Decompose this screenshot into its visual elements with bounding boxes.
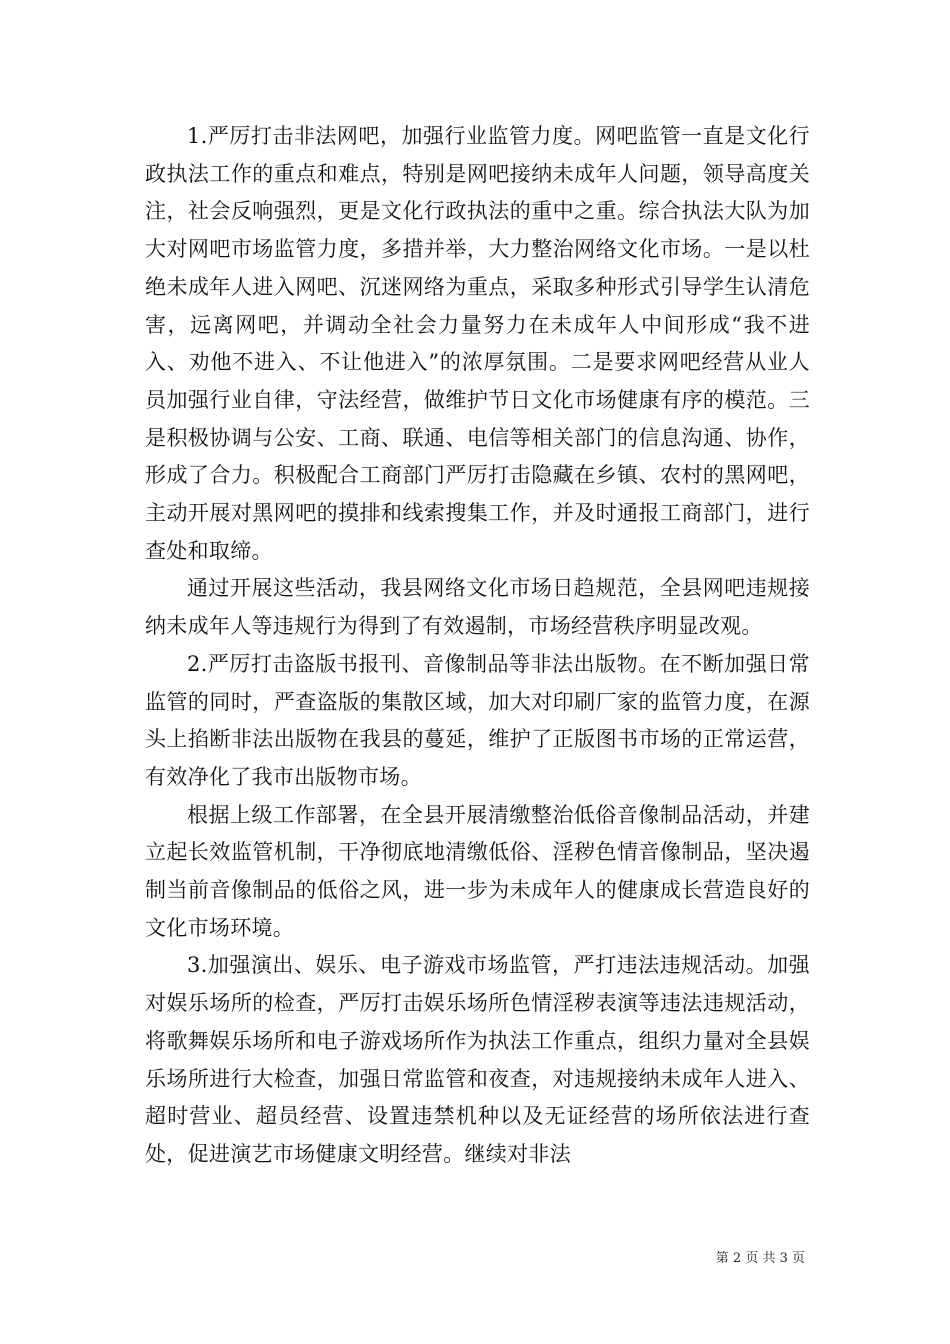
paragraph-vulgar-media: 根据上级工作部署，在全县开展清缴整治低俗音像制品活动，并建立起长效监管机制，干净彻底地清缴低俗、淫秽色情音像制品，坚决遏制当前音像制品的低俗之风，进一步为未成年人的健康成长营造良好的文化市场环境。: [145, 802, 810, 940]
page-number-footer: 第 2 页 共 3 页: [715, 1251, 805, 1266]
paragraph-piracy: 2.严厉打击盗版书报刊、音像制品等非法出版物。在不断加强日常监管的同时，严查盗版的集散区域，加大对印刷厂家的监管力度，在源头上掐断非法出版物在我县的蔓延，维护了正版图书市场的正常运营，有效净化了我市出版物市场。: [145, 651, 810, 789]
paragraph-entertainment: 3.加强演出、娱乐、电子游戏市场监管，严打违法违规活动。加强对娱乐场所的检查，严厉打击娱乐场所色情淫秽表演等违法违规活动，将歌舞娱乐场所和电子游戏场所作为执法工作重点，组织力量对全县娱乐场所进行大检查，加强日常监管和夜查，对违规接纳未成年人进入、超时营业、超员经营、设置违禁机种以及无证经营的场所依法进行查处，促进演艺市场健康文明经营。继续对非法: [145, 953, 810, 1166]
paragraph-internet-cafe: 1.严厉打击非法网吧，加强行业监管力度。网吧监管一直是文化行政执法工作的重点和难点，特别是网吧接纳未成年人问题，领导高度关注，社会反响强烈，更是文化行政执法的重中之重。综合执法大队为加大对网吧市场监管力度，多措并举，大力整治网络文化市场。一是以杜绝未成年人进入网吧、沉迷网络为重点，采取多种形式引导学生认清危害，远离网吧，并调动全社会力量努力在未成年人中间形成“我不进入、劝他不进入、不让他进入”的浓厚氛围。二是要求网吧经营从业人员加强行业自律，守法经营，做维护节日文化市场健康有序的模范。三是积极协调与公安、工商、联通、电信等相关部门的信息沟通、协作，形成了合力。积极配合工商部门严厉打击隐藏在乡镇、农村的黑网吧，主动开展对黑网吧的摸排和线索搜集工作，并及时通报工商部门，进行查处和取缔。: [145, 124, 810, 563]
document-body: [145, 118, 810, 1174]
paragraph-results: 通过开展这些活动，我县网络文化市场日趋规范，全县网吧违规接纳未成年人等违规行为得到了有效遏制，市场经营秩序明显改观。: [145, 576, 810, 639]
